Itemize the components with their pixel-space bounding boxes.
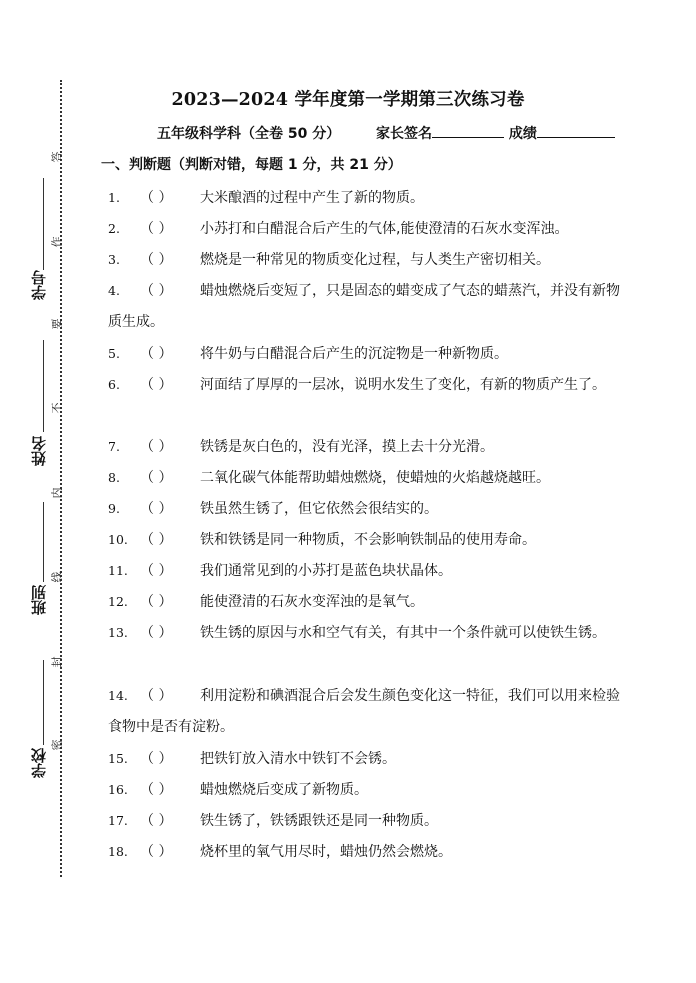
question-number: 9.: [108, 501, 120, 516]
student-id-label: 学号: [30, 270, 48, 300]
name-label: 姓名: [30, 436, 48, 466]
question-number: 17.: [108, 813, 128, 828]
answer-blank[interactable]: （ ）: [140, 221, 173, 237]
answer-blank[interactable]: （ ）: [140, 688, 173, 704]
section-title: 一、判断题（判断对错，每题 1 分，共 21 分）: [101, 157, 402, 173]
question-text: 我们通常见到的小苏打是蓝色块状晶体。: [200, 563, 452, 579]
question-item: [108, 182, 628, 214]
question-text: 蜡烛燃烧后变成了新物质。: [200, 782, 368, 798]
question-number: 15.: [108, 751, 128, 766]
answer-blank[interactable]: （ ）: [140, 439, 173, 455]
class-blank-line: [43, 502, 44, 582]
name-blank-line: [43, 340, 44, 432]
binding-dotted-line: [60, 80, 62, 877]
answer-blank[interactable]: （ ）: [140, 782, 173, 798]
question-item: [108, 462, 628, 494]
question-number: 10.: [108, 532, 128, 547]
question-number: 8.: [108, 470, 120, 485]
question-item: [108, 244, 628, 276]
question-number: 13.: [108, 625, 128, 640]
grade-subject-label: 五年级科学科（全卷 50 分）: [157, 126, 341, 142]
question-text: 铁虽然生锈了，但它依然会很结实的。: [200, 501, 438, 517]
question-number: 6.: [108, 377, 120, 392]
question-number: 11.: [108, 563, 128, 578]
answer-blank[interactable]: （ ）: [140, 625, 173, 641]
question-number: 14.: [108, 688, 128, 703]
answer-blank[interactable]: （ ）: [140, 563, 173, 579]
seal-char-seal: 封: [50, 656, 64, 668]
score-field[interactable]: [537, 124, 615, 138]
seal-char-line: 线: [50, 571, 64, 583]
question-number: 16.: [108, 782, 128, 797]
question-text: 能使澄清的石灰水变浑浊的是氧气。: [200, 594, 424, 610]
question-text: 把铁钉放入清水中铁钉不会锈。: [200, 751, 396, 767]
answer-blank[interactable]: （ ）: [140, 751, 173, 767]
question-number: 7.: [108, 439, 120, 454]
answer-blank[interactable]: （ ）: [140, 283, 173, 299]
question-item: [108, 774, 628, 806]
question-text: 将牛奶与白醋混合后产生的沉淀物是一种新物质。: [200, 346, 508, 362]
answer-blank[interactable]: （ ）: [140, 844, 173, 860]
seal-char-secret: 密: [50, 739, 64, 751]
question-item: [108, 805, 628, 837]
question-item: [108, 213, 628, 245]
question-text: 铁生锈的原因与水和空气有关，有其中一个条件就可以使铁生锈。: [200, 625, 606, 641]
question-number: 5.: [108, 346, 120, 361]
question-item: [108, 836, 628, 868]
school-blank-line: [43, 660, 44, 745]
student-id-blank-line: [43, 178, 44, 270]
parent-signature-label: 家长签名: [375, 126, 432, 142]
question-number: 12.: [108, 594, 128, 609]
question-item: [108, 743, 628, 775]
question-item: [108, 369, 628, 401]
answer-blank[interactable]: （ ）: [140, 377, 173, 393]
class-label: 班别: [30, 585, 48, 615]
seal-char-inside: 内: [50, 487, 64, 499]
question-text: 铁锈是灰白色的，没有光泽，摸上去十分光滑。: [200, 439, 494, 455]
question-number: 18.: [108, 844, 128, 859]
subtitle-row: [157, 123, 615, 143]
question-text: 二氧化碳气体能帮助蜡烛燃烧，使蜡烛的火焰越烧越旺。: [200, 470, 550, 486]
question-item: [108, 338, 628, 370]
answer-blank[interactable]: （ ）: [140, 532, 173, 548]
question-text: 烧杯里的氧气用尽时，蜡烛仍然会燃烧。: [200, 844, 452, 860]
seal-char-need: 要: [50, 318, 64, 330]
seal-char-do: 作: [50, 236, 64, 248]
question-number: 1.: [108, 190, 120, 205]
answer-blank[interactable]: （ ）: [140, 813, 173, 829]
question-number: 3.: [108, 252, 120, 267]
question-text: 小苏打和白醋混合后产生的气体,能使澄清的石灰水变浑浊。: [200, 221, 569, 237]
question-item: [108, 524, 628, 556]
question-item: [108, 493, 628, 525]
question-text: 大米酿酒的过程中产生了新的物质。: [200, 190, 424, 206]
question-text: 利用淀粉和碘酒混合后会发生颜色变化这一特征，我们可以用来检验食物中是否有淀粉。: [108, 688, 620, 735]
seal-char-not: 不: [50, 402, 64, 414]
answer-blank[interactable]: （ ）: [140, 346, 173, 362]
question-text: 蜡烛燃烧后变短了，只是固态的蜡变成了气态的蜡蒸汽，并没有新物质生成。: [108, 283, 620, 330]
question-item: [108, 555, 628, 587]
question-text: 河面结了厚厚的一层冰，说明水发生了变化，有新的物质产生了。: [200, 377, 606, 393]
parent-signature-field[interactable]: [432, 124, 504, 138]
question-item: [108, 617, 628, 649]
question-item: [108, 680, 628, 743]
school-label: 学校: [30, 748, 48, 778]
score-label: 成绩: [508, 126, 537, 142]
question-number: 2.: [108, 221, 120, 236]
question-item: [108, 431, 628, 463]
seal-char-answer: 答: [50, 151, 64, 163]
page-title: 2023—2024 学年度第一学期第三次练习卷: [171, 90, 525, 110]
question-text: 铁生锈了，铁锈跟铁还是同一种物质。: [200, 813, 438, 829]
answer-blank[interactable]: （ ）: [140, 501, 173, 517]
question-item: [108, 586, 628, 618]
question-item: [108, 275, 628, 338]
question-text: 铁和铁锈是同一种物质，不会影响铁制品的使用寿命。: [200, 532, 536, 548]
question-text: 燃烧是一种常见的物质变化过程，与人类生产密切相关。: [200, 252, 550, 268]
answer-blank[interactable]: （ ）: [140, 470, 173, 486]
answer-blank[interactable]: （ ）: [140, 190, 173, 206]
answer-blank[interactable]: （ ）: [140, 594, 173, 610]
question-number: 4.: [108, 283, 120, 298]
answer-blank[interactable]: （ ）: [140, 252, 173, 268]
